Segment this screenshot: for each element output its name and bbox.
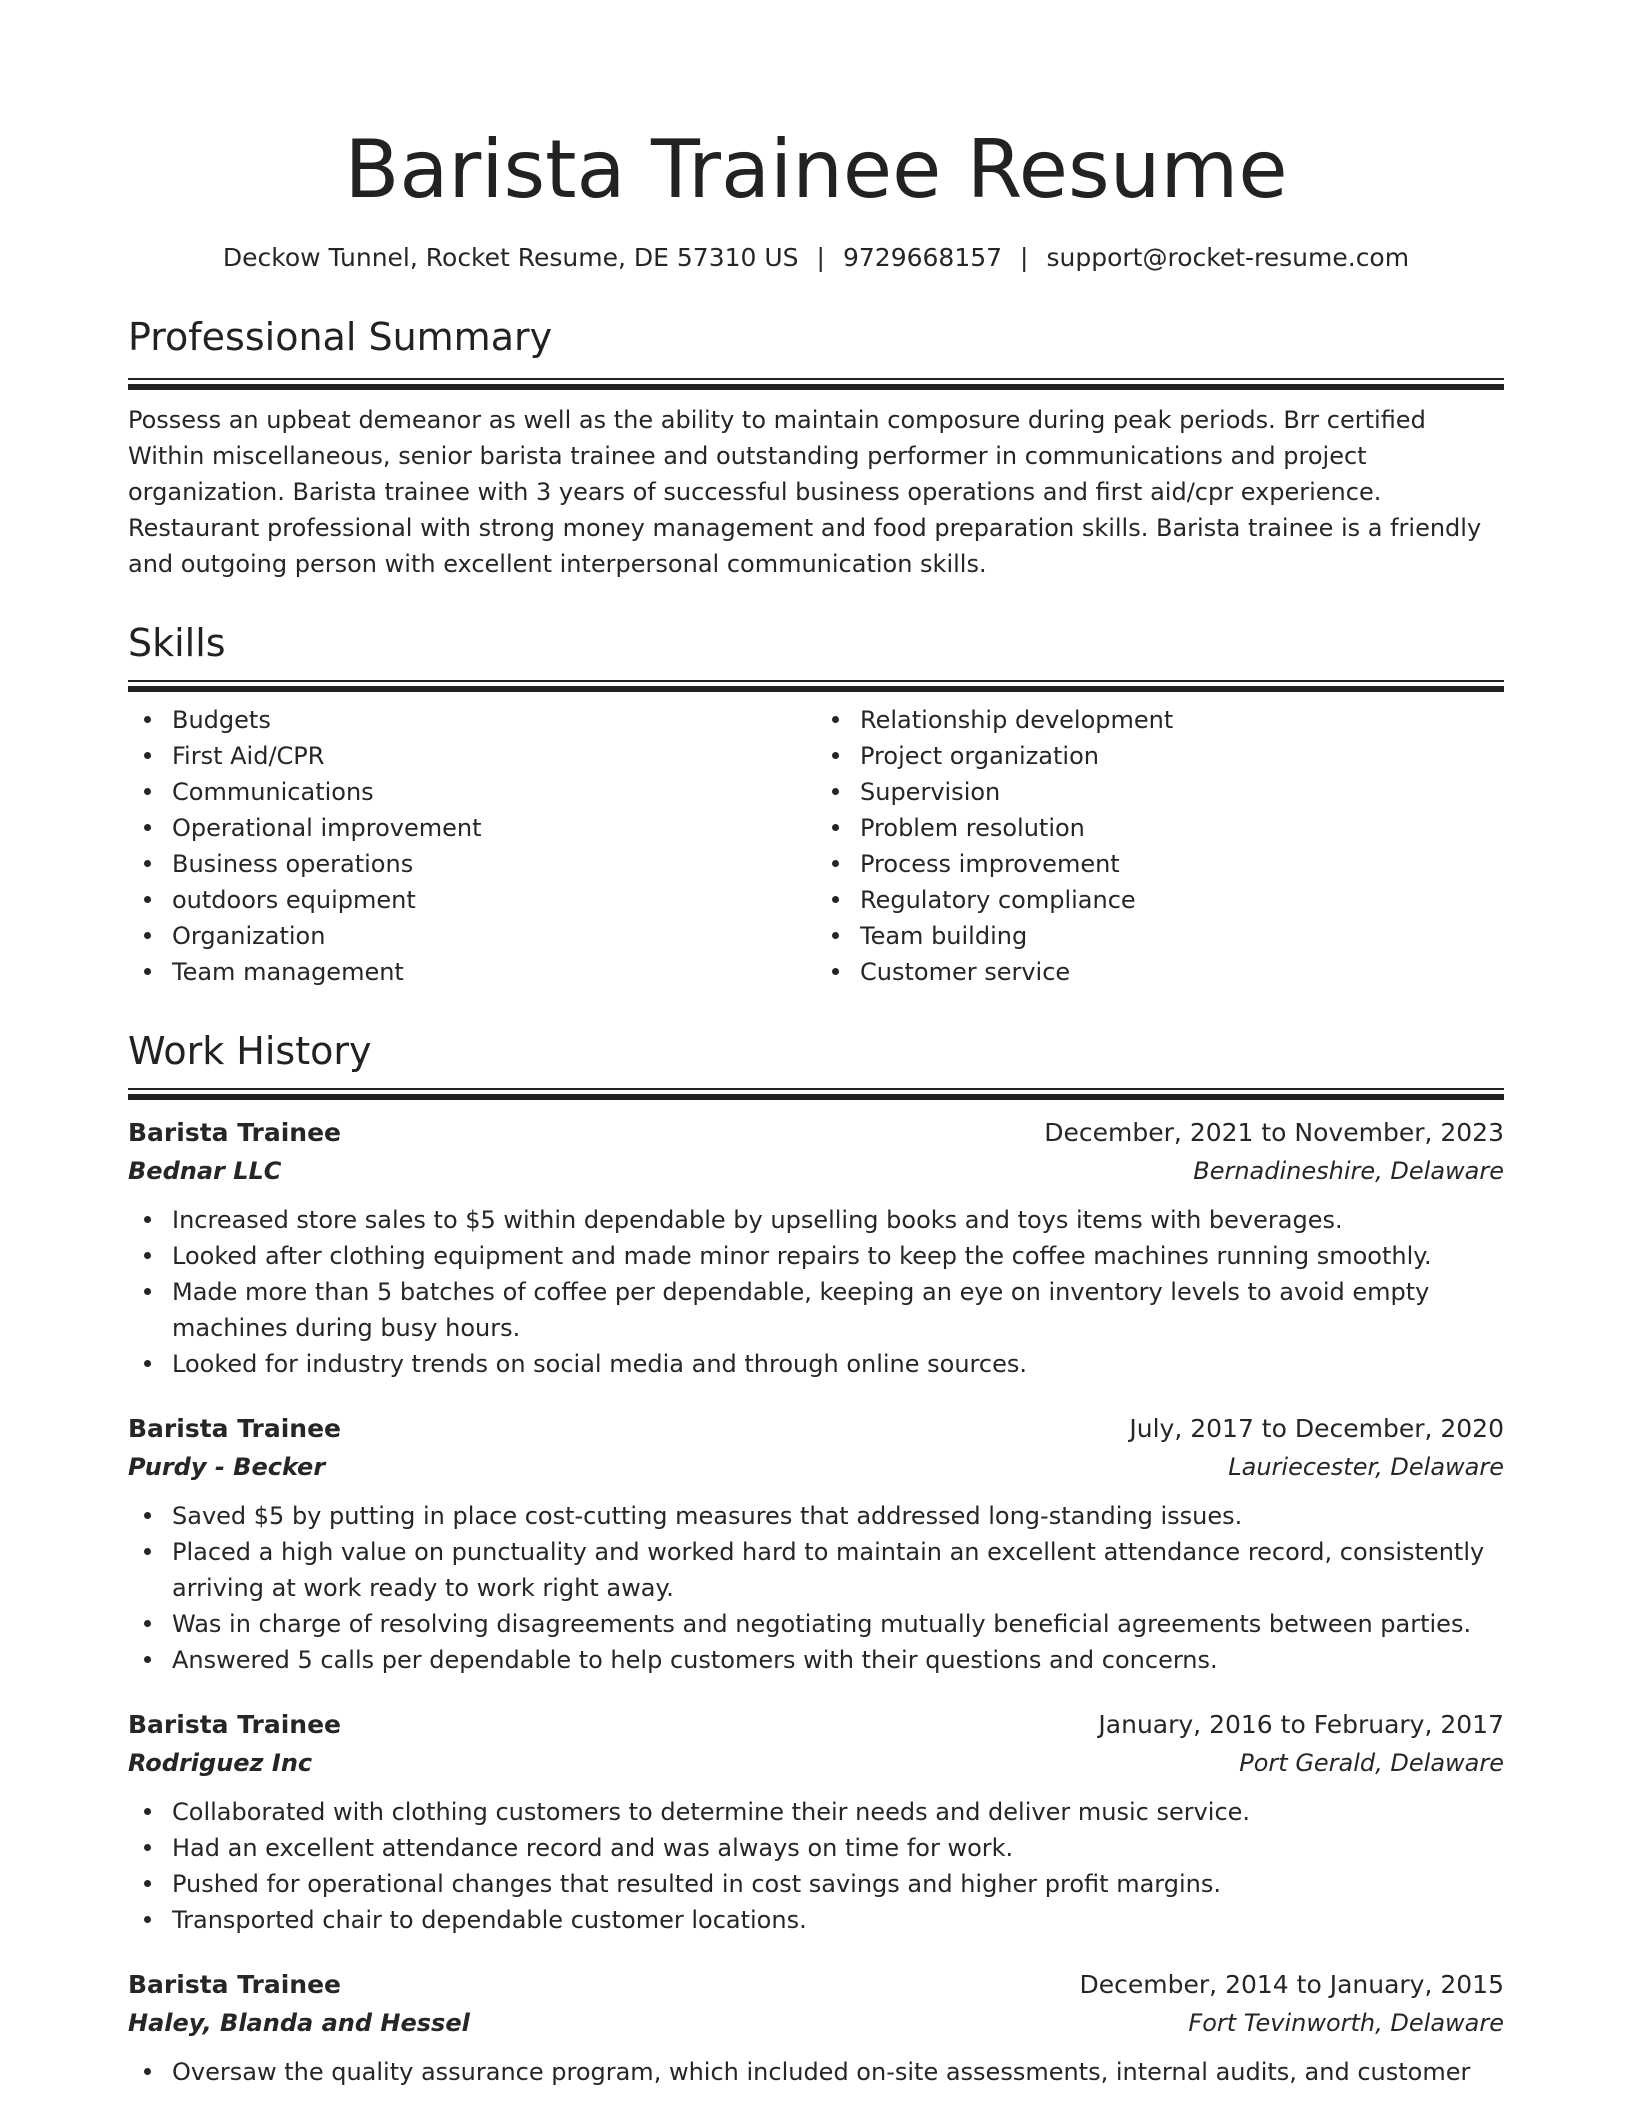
skill-item: outdoors equipment [128,882,816,918]
job-company: Rodriguez Inc [128,1749,313,1777]
skill-item: Organization [128,918,816,954]
skill-item: Regulatory compliance [816,882,1504,918]
job-dates: December, 2021 to November, 2023 [1044,1118,1504,1147]
job-bullet: Answered 5 calls per dependable to help customers with their questions and concerns. [128,1642,1504,1678]
job-bullet: Looked for industry trends on social media and through online sources. [128,1346,1504,1382]
skill-item: Relationship development [816,702,1504,738]
job-dates: July, 2017 to December, 2020 [1129,1414,1504,1443]
job-title: Barista Trainee [128,1970,342,1999]
job-bullets [128,1794,1504,1938]
skill-item: Team building [816,918,1504,954]
contact-separator: | [1020,243,1029,272]
job-entry [128,1114,1504,1382]
summary-text: Possess an upbeat demeanor as well as the ability to maintain composure during peak periods. Brr certified Within miscellaneous, senior barista trainee and outstanding performer in communications and project organization. Barista trainee with 3 years of successful business operations and first aid/cpr experience. Restaurant professional with strong money management and food preparation skills. Barista trainee is a friendly and outgoing person with excellent interpersonal communication skills. [128,406,1482,578]
job-entry [128,1966,1504,2090]
work-history-section [128,1026,1504,1100]
job-title: Barista Trainee [128,1414,342,1443]
section-divider [128,1088,1504,1100]
job-company: Purdy - Becker [128,1453,326,1481]
skill-item: Project organization [816,738,1504,774]
section-divider [128,680,1504,692]
skill-item: Customer service [816,954,1504,990]
job-entry [128,1706,1504,1938]
skill-item: First Aid/CPR [128,738,816,774]
job-company: Haley, Blanda and Hessel [128,2009,470,2037]
skill-item: Business operations [128,846,816,882]
contact-address: Deckow Tunnel, Rocket Resume, DE 57310 US [222,243,799,272]
skill-item: Team management [128,954,816,990]
job-company: Bednar LLC [128,1157,282,1185]
section-title-work-history: Work History [128,1029,372,1073]
job-title: Barista Trainee [128,1710,342,1739]
skills-list [128,702,1504,990]
skill-item: Budgets [128,702,816,738]
skill-item: Process improvement [816,846,1504,882]
job-bullet: Oversaw the quality assurance program, which included on-site assessments, internal audits, and customer [128,2054,1504,2090]
job-location: Port Gerald, Delaware [1239,1749,1504,1777]
contact-separator: | [816,243,825,272]
job-title: Barista Trainee [128,1118,342,1147]
skill-item: Problem resolution [816,810,1504,846]
job-dates: January, 2016 to February, 2017 [1098,1710,1504,1739]
contact-phone[interactable]: 9729668157 [842,243,1003,272]
skills-column-right [816,702,1504,990]
job-location: Fort Tevinworth, Delaware [1188,2009,1504,2037]
job-location: Bernadineshire, Delaware [1193,1157,1504,1185]
resume-title: Barista Trainee Resume [344,123,1288,216]
job-bullet: Transported chair to dependable customer locations. [128,1902,1504,1938]
section-divider [128,378,1504,390]
job-bullets [128,1498,1504,1678]
job-entry [128,1410,1504,1678]
skill-item: Operational improvement [128,810,816,846]
contact-line [128,240,1504,276]
skills-column-left [128,702,816,990]
summary-section [128,312,1504,390]
job-dates: December, 2014 to January, 2015 [1079,1970,1504,1999]
job-bullet: Saved $5 by putting in place cost-cutting measures that addressed long-standing issues. [128,1498,1504,1534]
job-bullet: Made more than 5 batches of coffee per dependable, keeping an eye on inventory levels to avoid empty machines during busy hours. [128,1274,1504,1346]
job-bullet: Looked after clothing equipment and made minor repairs to keep the coffee machines running smoothly. [128,1238,1504,1274]
job-bullets [128,1202,1504,1382]
job-bullet: Placed a high value on punctuality and worked hard to maintain an excellent attendance record, consistently arriving at work ready to work right away. [128,1534,1504,1606]
job-bullet: Had an excellent attendance record and was always on time for work. [128,1830,1504,1866]
contact-email[interactable]: support@rocket-resume.com [1046,243,1410,272]
skill-item: Communications [128,774,816,810]
job-bullets [128,2054,1504,2090]
job-bullet: Collaborated with clothing customers to determine their needs and deliver music service. [128,1794,1504,1830]
skills-section [128,618,1504,692]
section-title-skills: Skills [128,621,226,665]
section-title-summary: Professional Summary [128,315,553,359]
job-bullet: Increased store sales to $5 within dependable by upselling books and toys items with beverages. [128,1202,1504,1238]
skill-item: Supervision [816,774,1504,810]
job-location: Lauriecester, Delaware [1228,1453,1504,1481]
job-bullet: Pushed for operational changes that resulted in cost savings and higher profit margins. [128,1866,1504,1902]
job-bullet: Was in charge of resolving disagreements and negotiating mutually beneficial agreements between parties. [128,1606,1504,1642]
